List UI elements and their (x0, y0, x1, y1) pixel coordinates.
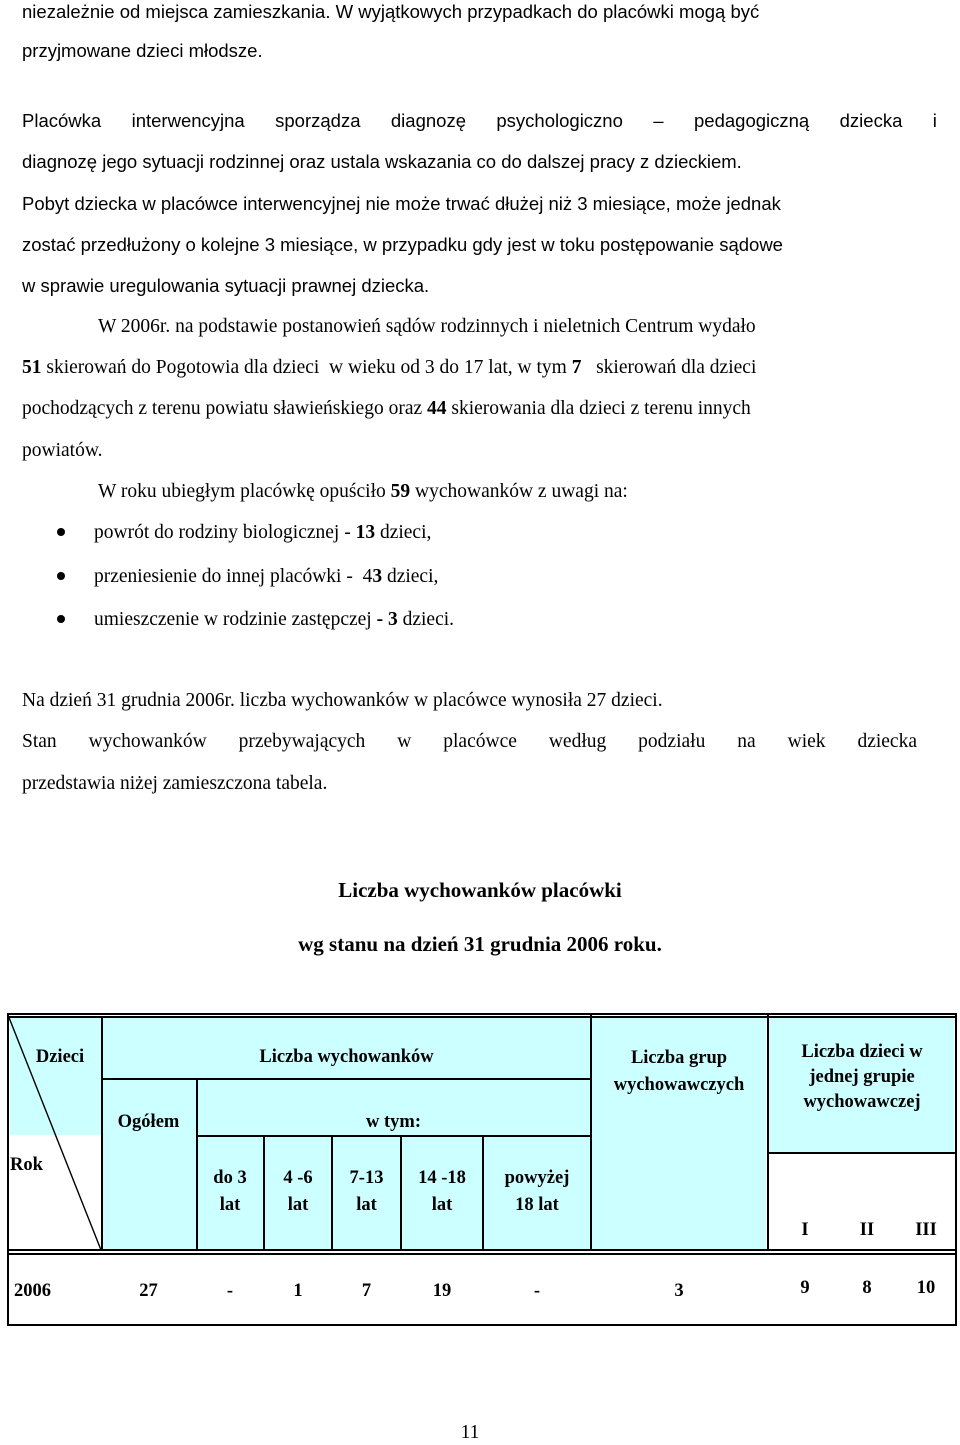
text-line: niezależnie od miejsca zamieszkania. W wyjątkowych przypadkach do placówki mogą być (22, 1, 760, 22)
row-age-value: 7 (361, 1281, 372, 1301)
corner-label-year: Rok (10, 1155, 43, 1175)
word: diagnozę (390, 110, 466, 131)
header-children-count: Liczba wychowanków (259, 1047, 434, 1067)
text-line: w sprawie uregulowania sytuacji prawnej dziecka. (22, 275, 430, 296)
text-line: zostać przedłużony o kolejne 3 miesiące, w przypadku gdy jest w toku postępowanie sądowe (22, 234, 783, 255)
word: Placówka (22, 110, 102, 131)
text-line: przyjmowane dzieci młodsze. (22, 40, 263, 61)
word: interwencyjna (131, 110, 245, 131)
word: sporządza (275, 110, 361, 131)
word: dziecka (857, 731, 917, 752)
text-line: pochodzących z terenu powiatu sławieńskiego oraz 44 skierowania dla dzieci z terenu innych (22, 398, 751, 419)
table-border (768, 1152, 957, 1154)
text-line: Pobyt dziecka w placówce interwencyjnej nie może trwać dłużej niż 3 miesiące, może jednak (22, 193, 781, 214)
header-age-group: do 3 lat (213, 1168, 247, 1215)
row-age-value: - (533, 1281, 541, 1301)
header-of-which: w tym: (366, 1112, 421, 1132)
word: na (737, 731, 756, 752)
corner-label-children: Dzieci (35, 1047, 85, 1067)
table-border (7, 1013, 9, 1325)
header-age-group: powyżej 18 lat (504, 1168, 570, 1215)
word: podziału (638, 731, 706, 752)
header-group-label: I (801, 1220, 809, 1240)
text-line: diagnozę jego sytuacji rodzinnej oraz ustala wskazania co do dalszej pracy z dzieckiem. (22, 151, 742, 172)
word: wiek (787, 731, 826, 752)
header-group-label: III (915, 1220, 937, 1240)
row-per-group: 8 (862, 1278, 872, 1298)
row-age-value: 19 (432, 1281, 452, 1301)
row-per-group: 9 (800, 1278, 810, 1298)
word: psychologiczno (496, 110, 623, 131)
word: przebywających (238, 731, 366, 752)
page-number: 11 (460, 1422, 480, 1443)
list-item: przeniesienie do innej placówki - 43 dzieci, (94, 566, 439, 587)
list-item: powrót do rodziny biologicznej - 13 dzieci, (94, 522, 432, 543)
table-subtitle: wg stanu na dzień 31 grudnia 2006 roku. (298, 932, 662, 956)
header-age-group: 7-13 lat (349, 1168, 384, 1215)
word: według (548, 731, 607, 752)
text-line: Na dzień 31 grudnia 2006r. liczba wychowanków w placówce wynosiła 27 dzieci. (22, 690, 663, 711)
list-item: umieszczenie w rodzinie zastępczej - 3 dzieci. (94, 609, 455, 630)
row-year: 2006 (14, 1281, 51, 1301)
table-border (7, 1016, 957, 1018)
word: i (932, 110, 937, 131)
table-border (7, 1324, 957, 1326)
header-per-group: Liczba dzieci w jednej grupie wychowawczej (801, 1042, 923, 1112)
text-line: 51 skierowań do Pogotowia dla dzieci w wieku od 3 do 17 lat, w tym 7 skierowań dla dzieci (22, 357, 757, 378)
header-groups: Liczba grup wychowawczych (613, 1048, 745, 1095)
row-groups: 3 (674, 1281, 684, 1301)
table-border (955, 1013, 957, 1325)
word: dziecka (839, 110, 903, 131)
text-line: powiatów. (22, 440, 103, 461)
table-border (7, 1013, 957, 1015)
row-age-value: 1 (293, 1281, 303, 1301)
word: w (397, 731, 412, 752)
header-age-group: 4 -6 lat (283, 1168, 313, 1215)
table-title: Liczba wychowanków placówki (338, 878, 622, 902)
row-total: 27 (139, 1281, 158, 1301)
text-line: przedstawia niżej zamieszczona tabela. (22, 773, 328, 794)
text-line: W roku ubiegłym placówkę opuściło 59 wychowanków z uwagi na: (98, 481, 628, 502)
header-group-label: II (859, 1220, 875, 1240)
row-age-value: - (226, 1281, 234, 1301)
word: wychowanków (88, 731, 207, 752)
table-border (101, 1078, 591, 1080)
word: pedagogiczną (694, 110, 810, 131)
header-age-group: 14 -18 lat (418, 1168, 466, 1215)
word: – (653, 110, 664, 131)
table-border (7, 1253, 957, 1255)
word: placówce (443, 731, 517, 752)
text-line: W 2006r. na podstawie postanowień sądów rodzinnych i nieletnich Centrum wydało (98, 316, 756, 337)
word: Stan (22, 731, 57, 752)
header-total: Ogółem (117, 1112, 180, 1132)
row-per-group: 10 (916, 1278, 936, 1298)
